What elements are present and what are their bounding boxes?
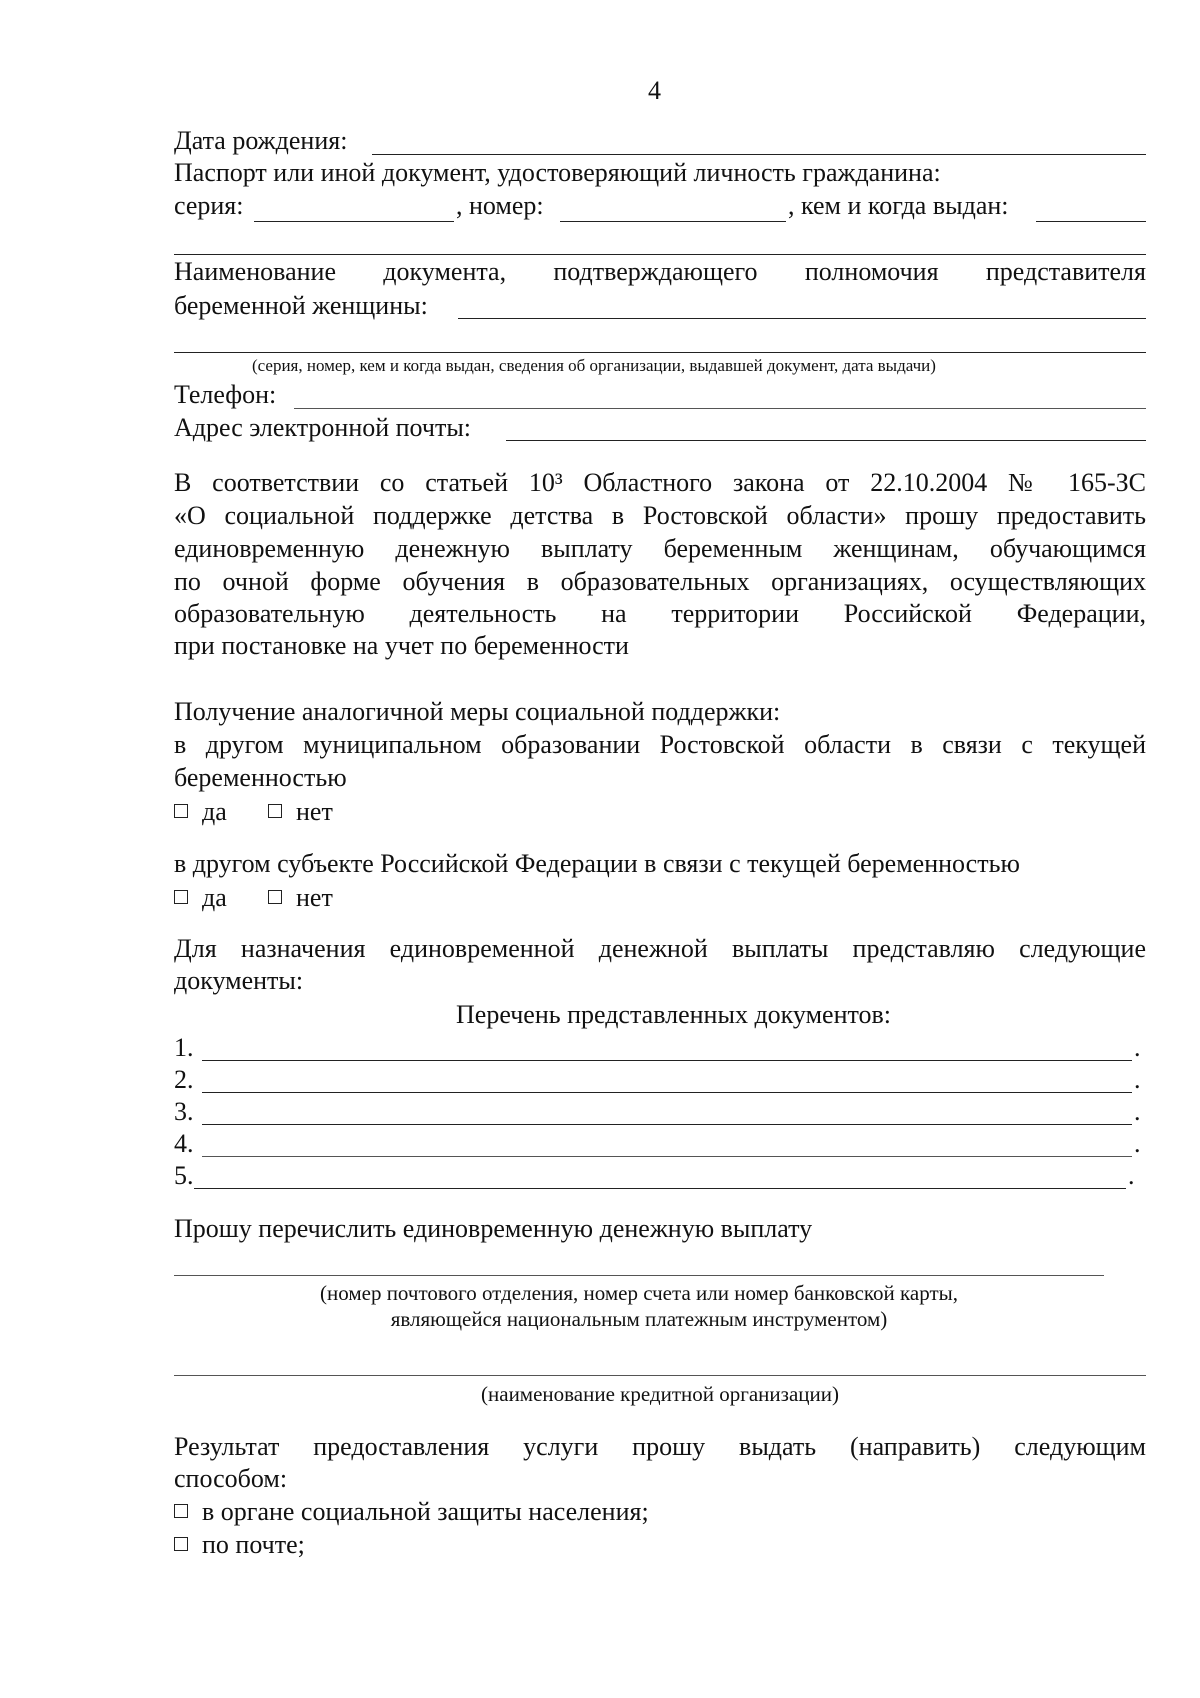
request-last-line: при постановке на учет по беременности	[174, 631, 629, 660]
checkbox-icon[interactable]	[174, 804, 188, 818]
bank-name-field[interactable]	[174, 1375, 1146, 1376]
document-item-end-dot: .	[1134, 1129, 1141, 1158]
payment-account-hint-2: являющейся национальным платежным инструментом)	[390, 1307, 888, 1331]
payment-account-field[interactable]	[174, 1275, 1104, 1276]
phone-label: Телефон:	[174, 380, 277, 409]
document-item-number: 2.	[174, 1065, 194, 1094]
checkbox-icon[interactable]	[174, 890, 188, 904]
bank-name-hint: (наименование кредитной организации)	[481, 1382, 839, 1406]
document-item-end-dot: .	[1134, 1033, 1141, 1062]
document-item-field[interactable]	[202, 1156, 1132, 1157]
email-field[interactable]	[506, 440, 1146, 441]
checkbox-icon[interactable]	[268, 890, 282, 904]
documents-intro-2: документы:	[174, 966, 304, 995]
payment-account-hint: (номер почтового отделения, номер счета или номер банковской карты,	[320, 1281, 958, 1305]
document-item-end-dot: .	[1134, 1065, 1141, 1094]
request-line-4: по очной форме обучения в образовательных организациях, осуществляющих	[174, 567, 1146, 596]
series-label: серия:	[174, 191, 244, 220]
checkbox-icon[interactable]	[268, 804, 282, 818]
page-number: 4	[648, 76, 661, 105]
birth-date-label: Дата рождения:	[174, 126, 348, 155]
subject-yes-option[interactable]	[174, 883, 227, 913]
issued-field[interactable]	[1036, 221, 1146, 222]
representative-doc-hint: (серия, номер, кем и когда выдан, сведения об организации, выдавшей документ, дата выдачи)	[252, 356, 936, 375]
option-label: да	[202, 797, 227, 826]
representative-doc-label-2: беременной женщины:	[174, 291, 428, 320]
issued-field-continuation[interactable]	[174, 254, 1146, 255]
result-option-social-protection[interactable]	[174, 1497, 649, 1527]
series-field[interactable]	[254, 221, 454, 222]
document-item-end-dot: .	[1128, 1161, 1135, 1190]
phone-field[interactable]	[294, 408, 1146, 409]
document-item-field[interactable]	[202, 1124, 1132, 1125]
checkbox-icon[interactable]	[174, 1504, 188, 1518]
birth-date-field[interactable]	[372, 154, 1146, 155]
documents-intro: Для назначения единовременной денежной выплаты представляю следующие	[174, 934, 1146, 963]
subject-question: в другом субъекте Российской Федерации в связи с текущей беременностью	[174, 849, 1020, 878]
municipal-question-2: беременностью	[174, 763, 347, 792]
document-item-number: 5.	[174, 1161, 194, 1190]
email-label: Адрес электронной почты:	[174, 413, 472, 442]
option-label: по почте;	[202, 1530, 305, 1559]
document-item-number: 3.	[174, 1097, 194, 1126]
issued-label: , кем и когда выдан:	[788, 191, 1009, 220]
option-label: да	[202, 883, 227, 912]
option-label: в органе социальной защиты населения;	[202, 1497, 649, 1526]
document-item-number: 1.	[174, 1033, 194, 1062]
request-line-5: образовательную деятельность на территории Российской Федерации,	[174, 599, 1146, 628]
representative-doc-field[interactable]	[458, 318, 1146, 319]
payment-label: Прошу перечислить единовременную денежную выплату	[174, 1214, 813, 1243]
document-item-field[interactable]	[194, 1188, 1126, 1189]
document-item-number: 4.	[174, 1129, 194, 1158]
passport-heading: Паспорт или иной документ, удостоверяющий личность гражданина:	[174, 158, 941, 187]
representative-doc-label: Наименование документа, подтверждающего полномочия представителя	[174, 257, 1146, 286]
result-option-post[interactable]	[174, 1530, 305, 1560]
municipal-yes-option[interactable]	[174, 797, 227, 827]
document-item-end-dot: .	[1134, 1097, 1141, 1126]
request-line-3: единовременную денежную выплату беременным женщинам, обучающимся	[174, 534, 1146, 563]
number-field[interactable]	[560, 221, 786, 222]
request-line-2: «О социальной поддержке детства в Ростовской области» прошу предоставить	[174, 501, 1146, 530]
option-label: нет	[296, 883, 333, 912]
documents-list-title: Перечень представленных документов:	[456, 1000, 892, 1029]
number-label: , номер:	[456, 191, 544, 220]
request-line-1: В соответствии со статьей 10³ Областного закона от 22.10.2004 № 165-ЗС	[174, 468, 1146, 497]
document-item-field[interactable]	[202, 1092, 1132, 1093]
municipal-no-option[interactable]	[268, 797, 333, 827]
document-item-field[interactable]	[202, 1060, 1132, 1061]
municipal-question: в другом муниципальном образовании Ростовской области в связи с текущей	[174, 730, 1146, 759]
checkbox-icon[interactable]	[174, 1537, 188, 1551]
similar-support-heading: Получение аналогичной меры социальной поддержки:	[174, 697, 781, 726]
result-label: Результат предоставления услуги прошу выдать (направить) следующим	[174, 1432, 1146, 1461]
option-label: нет	[296, 797, 333, 826]
representative-doc-field-2[interactable]	[174, 352, 1146, 353]
subject-no-option[interactable]	[268, 883, 333, 913]
result-label-2: способом:	[174, 1464, 288, 1493]
